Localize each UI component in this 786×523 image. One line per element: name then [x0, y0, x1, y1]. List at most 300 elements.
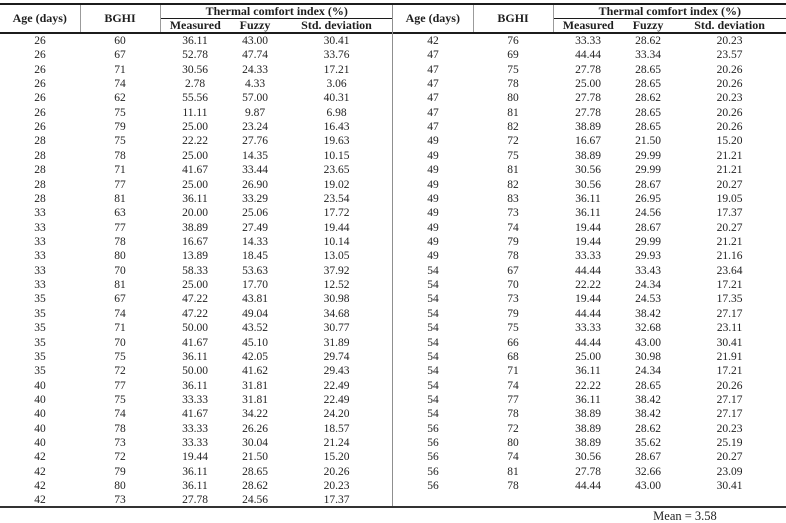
table-cell: 28	[34, 164, 46, 177]
table-cell: 23.09	[716, 465, 743, 478]
table-row	[0, 278, 393, 292]
table-cell: 20.23	[716, 422, 743, 435]
table-row	[0, 321, 393, 335]
table-cell: 71	[114, 63, 126, 76]
table-cell: 68	[507, 350, 519, 363]
table-row	[393, 479, 786, 493]
table-cell: 81	[507, 106, 519, 119]
table-cell: 16.67	[182, 236, 208, 248]
table-cell: 44.44	[575, 480, 601, 493]
table-cell: 74	[114, 307, 126, 320]
table-cell: 54	[427, 322, 439, 335]
table-row	[393, 350, 786, 364]
table-cell: 47	[427, 78, 439, 91]
table-cell: 58.33	[182, 264, 208, 277]
table-cell: 18.57	[323, 422, 350, 435]
table-cell: 21.91	[716, 350, 743, 363]
table-cell: 75	[114, 393, 126, 406]
table-cell: 36.11	[182, 192, 208, 205]
table-cell: 31.81	[242, 379, 268, 392]
table-row	[393, 149, 786, 163]
table-row	[393, 422, 786, 436]
table-cell: 38.89	[575, 437, 601, 450]
table-cell: 25.06	[242, 207, 268, 220]
table-cell: 44.44	[575, 307, 601, 320]
table-cell: 47.22	[182, 293, 208, 306]
table-cell: 17.21	[716, 279, 743, 292]
table-cell: 3.06	[326, 78, 347, 91]
table-row	[393, 450, 786, 464]
table-cell: 33	[34, 207, 46, 220]
col-group-thermal-comfort-index: Thermal comfort index (%)	[160, 5, 393, 19]
table-cell: 20.00	[182, 207, 208, 220]
table-cell: 27.78	[182, 494, 208, 507]
col-header-std-deviation: Std. deviation	[280, 19, 393, 34]
table-cell: 20.23	[323, 480, 350, 493]
table-cell: 70	[114, 264, 126, 277]
table-cell: 83	[507, 192, 519, 205]
table-cell: 33.34	[635, 49, 661, 62]
table-row	[393, 192, 786, 206]
table-cell: 40	[34, 422, 46, 435]
table-cell: 15.20	[323, 451, 350, 464]
table-row	[393, 307, 786, 321]
table-cell: 29.43	[323, 365, 350, 378]
table-row	[0, 422, 393, 436]
table-cell: 42	[34, 494, 46, 507]
table-cell: 28.62	[635, 422, 661, 435]
col-header-std-deviation: Std. deviation	[673, 19, 786, 34]
table-cell: 37.92	[323, 264, 350, 277]
table-cell: 20.26	[716, 63, 743, 76]
table-cell: 40	[34, 408, 46, 421]
table-cell: 23.64	[716, 264, 743, 277]
table-row	[393, 33, 786, 48]
table-cell: 47	[427, 63, 439, 76]
table-cell: 21.21	[716, 164, 743, 177]
table-cell: 2.78	[184, 78, 206, 91]
table-cell: 24.53	[635, 293, 661, 306]
table-cell: 31.89	[323, 336, 350, 349]
table-cell: 49	[427, 149, 439, 162]
table-cell: 74	[507, 379, 519, 392]
table-cell: 81	[507, 164, 519, 177]
table-cell: 54	[427, 379, 439, 392]
table-cell: 49	[427, 135, 439, 148]
table-row	[393, 134, 786, 148]
table-row	[0, 335, 393, 349]
table-cell: 27.49	[242, 221, 268, 234]
table-cell: 22.22	[575, 279, 601, 292]
col-header-age: Age (days)	[0, 5, 80, 33]
table-cell: 75	[507, 63, 519, 76]
table-cell: 40.31	[323, 92, 350, 105]
table-cell: 35	[34, 336, 46, 349]
table-cell: 31.81	[242, 393, 268, 406]
table-cell: 63	[114, 207, 126, 220]
table-cell: 54	[427, 279, 439, 292]
table-cell: 17.21	[323, 63, 350, 76]
table-cell: 80	[114, 250, 126, 263]
table-cell: 72	[114, 451, 126, 464]
table-row	[393, 264, 786, 278]
table-row	[0, 77, 393, 91]
table-cell: 47	[427, 92, 439, 105]
table-cell: 10.15	[323, 149, 350, 162]
table-row	[0, 364, 393, 378]
table-cell: 76	[507, 35, 519, 47]
table-cell: 72	[507, 422, 519, 435]
table-cell: 19.44	[575, 236, 601, 248]
table-row	[393, 77, 786, 91]
table-cell: 9.87	[244, 106, 266, 119]
table-row	[0, 249, 393, 263]
table-cell: 36.11	[575, 207, 601, 220]
table-header	[0, 5, 393, 33]
table-cell: 30.04	[242, 437, 268, 450]
table-row	[393, 465, 786, 479]
table-cell: 35	[34, 322, 46, 335]
table-cell: 66	[507, 336, 519, 349]
table-cell: 33	[34, 236, 46, 248]
table-cell: 35	[34, 365, 46, 378]
table-cell: 23.57	[716, 49, 743, 62]
table-cell: 27.17	[716, 408, 743, 421]
table-cell: 24.33	[242, 63, 268, 76]
table-cell: 20.23	[716, 35, 743, 47]
table-cell: 25.00	[182, 121, 208, 134]
table-cell: 26	[34, 63, 46, 76]
table-cell: 28.67	[635, 178, 661, 191]
table-cell: 75	[114, 350, 126, 363]
table-cell: 38.89	[182, 221, 208, 234]
table-cell: 74	[507, 451, 519, 464]
table-cell: 4.33	[244, 78, 266, 91]
table-row	[393, 379, 786, 393]
table-cell: 78	[507, 250, 519, 263]
table-row	[393, 249, 786, 263]
table-row	[393, 120, 786, 134]
table-cell: 28	[34, 192, 46, 205]
table-cell: 32.66	[635, 465, 661, 478]
table-cell: 6.98	[326, 106, 347, 119]
table-cell: 50.00	[182, 322, 208, 335]
table-cell: 53.63	[242, 264, 268, 277]
table-row	[393, 48, 786, 62]
table-cell: 54	[427, 408, 439, 421]
table-cell: 23.65	[323, 164, 350, 177]
table-row	[0, 206, 393, 220]
table-cell: 41.67	[182, 164, 208, 177]
table-cell: 62	[114, 92, 126, 105]
table-cell: 26.90	[242, 178, 268, 191]
table-cell: 36.11	[575, 393, 601, 406]
table-cell: 36.11	[182, 480, 208, 493]
table-row	[0, 407, 393, 421]
table-row	[393, 91, 786, 105]
col-header-bghi: BGHI	[473, 5, 553, 33]
table-cell: 26	[34, 35, 46, 47]
table-cell: 36.11	[182, 350, 208, 363]
table-cell: 20.27	[716, 451, 743, 464]
table-cell: 19.44	[182, 451, 208, 464]
table-cell: 19.05	[716, 192, 743, 205]
table-cell: 49	[427, 207, 439, 220]
table-cell: 69	[507, 49, 519, 62]
table-cell: 54	[427, 365, 439, 378]
table-row	[393, 206, 786, 220]
table-cell: 28.65	[635, 379, 661, 392]
table-cell: 78	[507, 480, 519, 493]
table-cell: 42	[427, 35, 439, 47]
table-cell: 21.24	[323, 437, 350, 450]
table-row	[0, 192, 393, 206]
table-cell: 19.44	[575, 293, 601, 306]
table-cell: 20.26	[716, 106, 743, 119]
table-cell: 54	[427, 307, 439, 320]
table-cell: 41.67	[182, 336, 208, 349]
table-cell: 24.56	[242, 494, 268, 507]
table-cell: 25.00	[182, 279, 208, 292]
table-cell: 54	[427, 350, 439, 363]
table-cell: 19.63	[323, 135, 350, 148]
table-cell: 34.68	[323, 307, 350, 320]
table-right-half	[393, 5, 786, 493]
table-cell: 72	[507, 135, 519, 148]
table-cell: 47	[427, 49, 439, 62]
table-cell: 78	[507, 408, 519, 421]
table-cell: 56	[427, 437, 439, 450]
table-row	[0, 91, 393, 105]
table-cell: 17.21	[716, 365, 743, 378]
table-cell: 33	[34, 221, 46, 234]
table-cell: 17.70	[242, 279, 268, 292]
table-cell: 27.78	[575, 465, 601, 478]
table-row	[393, 278, 786, 292]
table-cell: 54	[427, 264, 439, 277]
table-cell: 67	[507, 264, 519, 277]
table-cell: 44.44	[575, 264, 601, 277]
table-row	[0, 350, 393, 364]
table-cell: 33	[34, 250, 46, 263]
table-cell: 30.98	[323, 293, 350, 306]
table-cell: 55.56	[182, 92, 208, 105]
table-body-left	[0, 33, 393, 508]
table-cell: 52.78	[182, 49, 208, 62]
table-cell: 33.33	[575, 322, 601, 335]
table-cell: 81	[507, 465, 519, 478]
table-cell: 74	[114, 78, 126, 91]
table-cell: 33.33	[575, 35, 601, 47]
table-cell: 38.42	[635, 307, 661, 320]
table-row	[0, 393, 393, 407]
table-cell: 35	[34, 350, 46, 363]
table-row	[393, 393, 786, 407]
table-cell: 28.62	[635, 92, 661, 105]
table-cell: 77	[114, 221, 126, 234]
table-cell: 30.98	[635, 350, 661, 363]
table-cell: 30.41	[323, 35, 350, 47]
table-row	[393, 235, 786, 249]
table-cell: 50.00	[182, 365, 208, 378]
table-cell: 18.45	[242, 250, 268, 263]
table-cell: 28	[34, 178, 46, 191]
table-cell: 24.20	[323, 408, 350, 421]
table-cell: 75	[507, 322, 519, 335]
table-row	[393, 321, 786, 335]
table-cell: 77	[114, 178, 126, 191]
table-cell: 80	[114, 480, 126, 493]
table-cell: 60	[114, 35, 126, 47]
table-cell: 20.27	[716, 178, 743, 191]
table-cell: 40	[34, 393, 46, 406]
table-cell: 27.78	[575, 63, 601, 76]
table-cell: 67	[114, 293, 126, 306]
table-cell: 36.11	[182, 465, 208, 478]
table-cell: 28.62	[635, 35, 661, 47]
table-cell: 17.72	[323, 207, 350, 220]
table-body-right	[393, 33, 786, 493]
table-cell: 73	[114, 494, 126, 507]
table-cell: 56	[427, 480, 439, 493]
table-cell: 22.22	[182, 135, 208, 148]
mean-label: Mean = 3.58	[653, 509, 717, 523]
table-cell: 49	[427, 236, 439, 248]
table-cell: 41.67	[182, 408, 208, 421]
table-cell: 26.95	[635, 192, 661, 205]
table-cell: 49	[427, 250, 439, 263]
table-cell: 71	[507, 365, 519, 378]
table-cell: 54	[427, 293, 439, 306]
table-cell: 27.78	[575, 106, 601, 119]
table-cell: 40	[34, 437, 46, 450]
table-cell: 21.21	[716, 236, 743, 248]
table-cell: 38.89	[575, 408, 601, 421]
table-row	[393, 63, 786, 77]
center-column-divider	[392, 5, 393, 506]
table-cell: 26	[34, 78, 46, 91]
table-cell: 17.35	[716, 293, 743, 306]
thermal-comfort-table	[0, 3, 786, 508]
table-cell: 33.29	[242, 192, 268, 205]
table-cell: 32.68	[635, 322, 661, 335]
table-cell: 73	[114, 437, 126, 450]
table-cell: 36.11	[575, 192, 601, 205]
table-cell: 42	[34, 480, 46, 493]
table-cell: 70	[114, 336, 126, 349]
table-cell: 20.26	[716, 78, 743, 91]
table-cell: 49	[427, 164, 439, 177]
table-cell: 81	[114, 279, 126, 292]
table-cell: 42	[34, 451, 46, 464]
table-cell: 49	[427, 192, 439, 205]
table-cell: 36.11	[575, 365, 601, 378]
table-cell: 42	[34, 465, 46, 478]
table-cell: 82	[507, 121, 519, 134]
table-cell: 72	[114, 365, 126, 378]
table-cell: 30.56	[182, 63, 208, 76]
table-cell: 24.56	[635, 207, 661, 220]
table-cell: 79	[114, 465, 126, 478]
table-row	[0, 120, 393, 134]
table-cell: 25.00	[182, 149, 208, 162]
table-row	[393, 106, 786, 120]
col-header-measured: Measured	[160, 19, 230, 34]
table-row	[393, 364, 786, 378]
table-cell: 20.23	[716, 92, 743, 105]
table-cell: 43.81	[242, 293, 268, 306]
table-cell: 30.56	[575, 178, 601, 191]
col-header-measured: Measured	[553, 19, 623, 34]
table-cell: 10.14	[323, 236, 350, 248]
table-row	[0, 63, 393, 77]
col-header-fuzzy: Fuzzy	[230, 19, 280, 34]
table-cell: 36.11	[182, 379, 208, 392]
table-cell: 74	[507, 221, 519, 234]
table-cell: 23.11	[716, 322, 743, 335]
table-row	[393, 292, 786, 306]
table-cell: 27.76	[242, 135, 268, 148]
table-cell: 47.22	[182, 307, 208, 320]
table-cell: 16.67	[575, 135, 601, 148]
table-cell: 23.54	[323, 192, 350, 205]
table-cell: 78	[114, 236, 126, 248]
table-cell: 57.00	[242, 92, 268, 105]
table-cell: 22.49	[323, 379, 350, 392]
table-cell: 36.11	[182, 35, 208, 47]
table-cell: 26	[34, 121, 46, 134]
table-header	[393, 5, 786, 33]
table-row	[393, 178, 786, 192]
table-cell: 24.34	[635, 279, 661, 292]
table-row	[0, 163, 393, 177]
table-cell: 33	[34, 264, 46, 277]
table-cell: 56	[427, 451, 439, 464]
table-cell: 28.65	[635, 121, 661, 134]
table-cell: 20.27	[716, 221, 743, 234]
table-cell: 25.19	[716, 437, 743, 450]
table-cell: 78	[507, 78, 519, 91]
table-cell: 26	[34, 92, 46, 105]
table-cell: 70	[507, 279, 519, 292]
table-cell: 29.99	[635, 149, 661, 162]
table-cell: 33.33	[575, 250, 601, 263]
table-cell: 30.56	[575, 451, 601, 464]
table-cell: 47.74	[242, 49, 268, 62]
table-cell: 38.89	[575, 149, 601, 162]
table-cell: 75	[114, 106, 126, 119]
table-cell: 74	[114, 408, 126, 421]
table-cell: 73	[507, 207, 519, 220]
table-cell: 28.65	[242, 465, 268, 478]
table-cell: 43.00	[242, 35, 268, 47]
table-cell: 78	[114, 149, 126, 162]
table-cell: 23.24	[242, 121, 268, 134]
table-cell: 47	[427, 106, 439, 119]
table-cell: 33.76	[323, 49, 350, 62]
table-cell: 82	[507, 178, 519, 191]
table-cell: 35.62	[635, 437, 661, 450]
table-cell: 33.33	[182, 422, 208, 435]
table-cell: 16.43	[323, 121, 350, 134]
table-cell: 79	[114, 121, 126, 134]
table-cell: 38.42	[635, 408, 661, 421]
table-cell: 14.35	[242, 149, 268, 162]
table-row	[0, 149, 393, 163]
table-cell: 28.67	[635, 221, 661, 234]
table-cell: 56	[427, 465, 439, 478]
table-cell: 17.37	[716, 207, 743, 220]
